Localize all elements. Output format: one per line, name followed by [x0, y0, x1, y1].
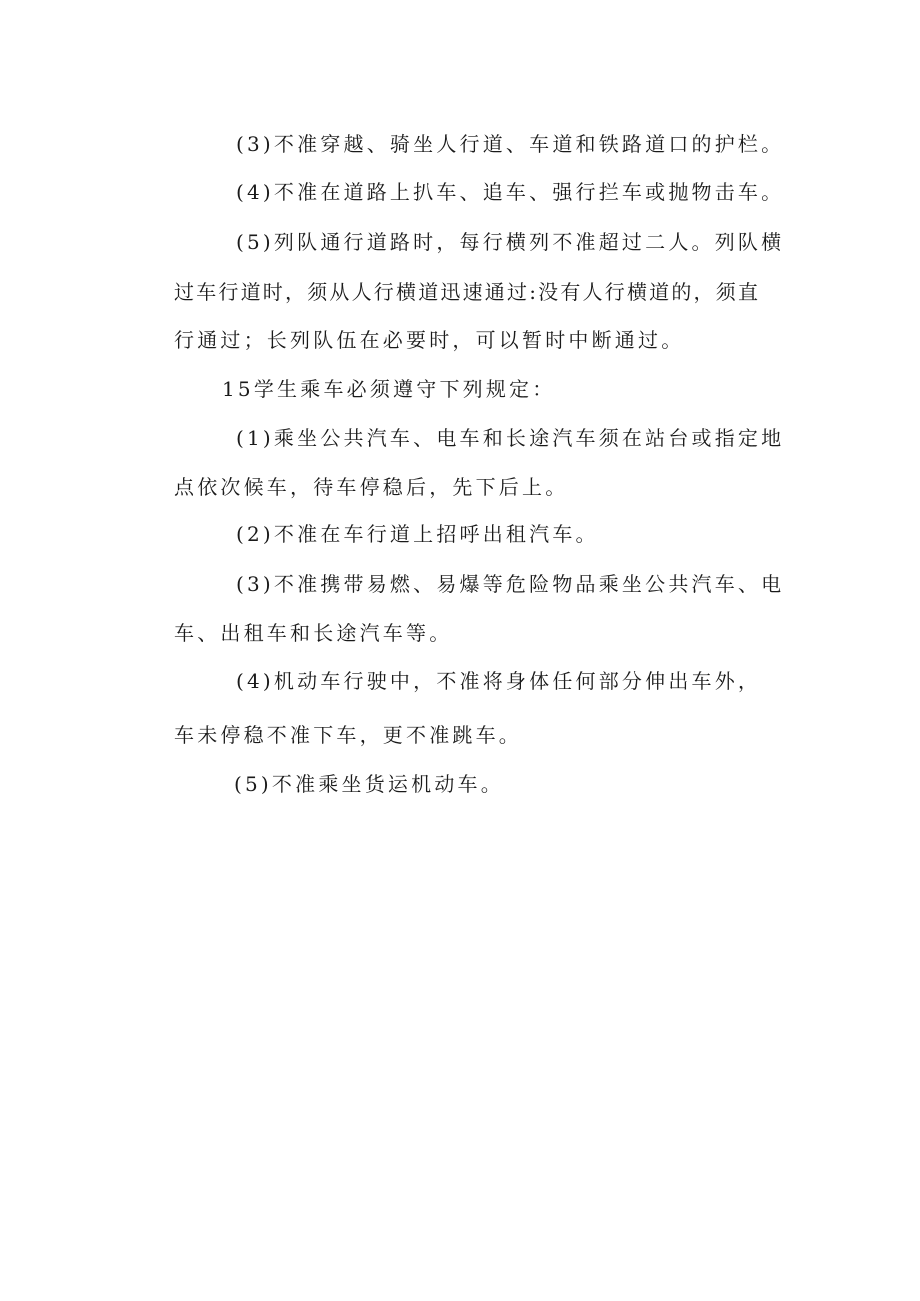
text-line: (5)列队通行道路时，每行横列不准超过二人。列队横	[236, 230, 785, 254]
text-line: (3)不准携带易燃、易爆等危险物品乘坐公共汽车、电	[236, 572, 785, 596]
text-line: 车未停稳不准下车，更不准跳车。	[174, 723, 522, 747]
text-line: (4)机动车行驶中，不准将身体任何部分伸出车外，	[236, 669, 762, 693]
text-line: (3)不准穿越、骑坐人行道、车道和铁路道口的护栏。	[236, 132, 785, 156]
text-line: (4)不准在道路上扒车、追车、强行拦车或抛物击车。	[236, 180, 785, 204]
text-line: (5)不准乘坐货运机动车。	[234, 772, 504, 796]
text-line: 点依次候车，待车停稳后，先下后上。	[174, 475, 569, 499]
text-line: 车、出租车和长途汽车等。	[174, 621, 453, 645]
text-line: (2)不准在车行道上招呼出租汽车。	[236, 522, 599, 546]
text-line: 过车行道时，须从人行横道迅速通过:没有人行横道的，须直	[174, 280, 761, 304]
text-line: 15学生乘车必须遵守下列规定：	[222, 377, 556, 401]
text-line: (1)乘坐公共汽车、电车和长途汽车须在站台或指定地	[236, 426, 785, 450]
text-line: 行通过；长列队伍在必要时，可以暂时中断通过。	[174, 328, 685, 352]
